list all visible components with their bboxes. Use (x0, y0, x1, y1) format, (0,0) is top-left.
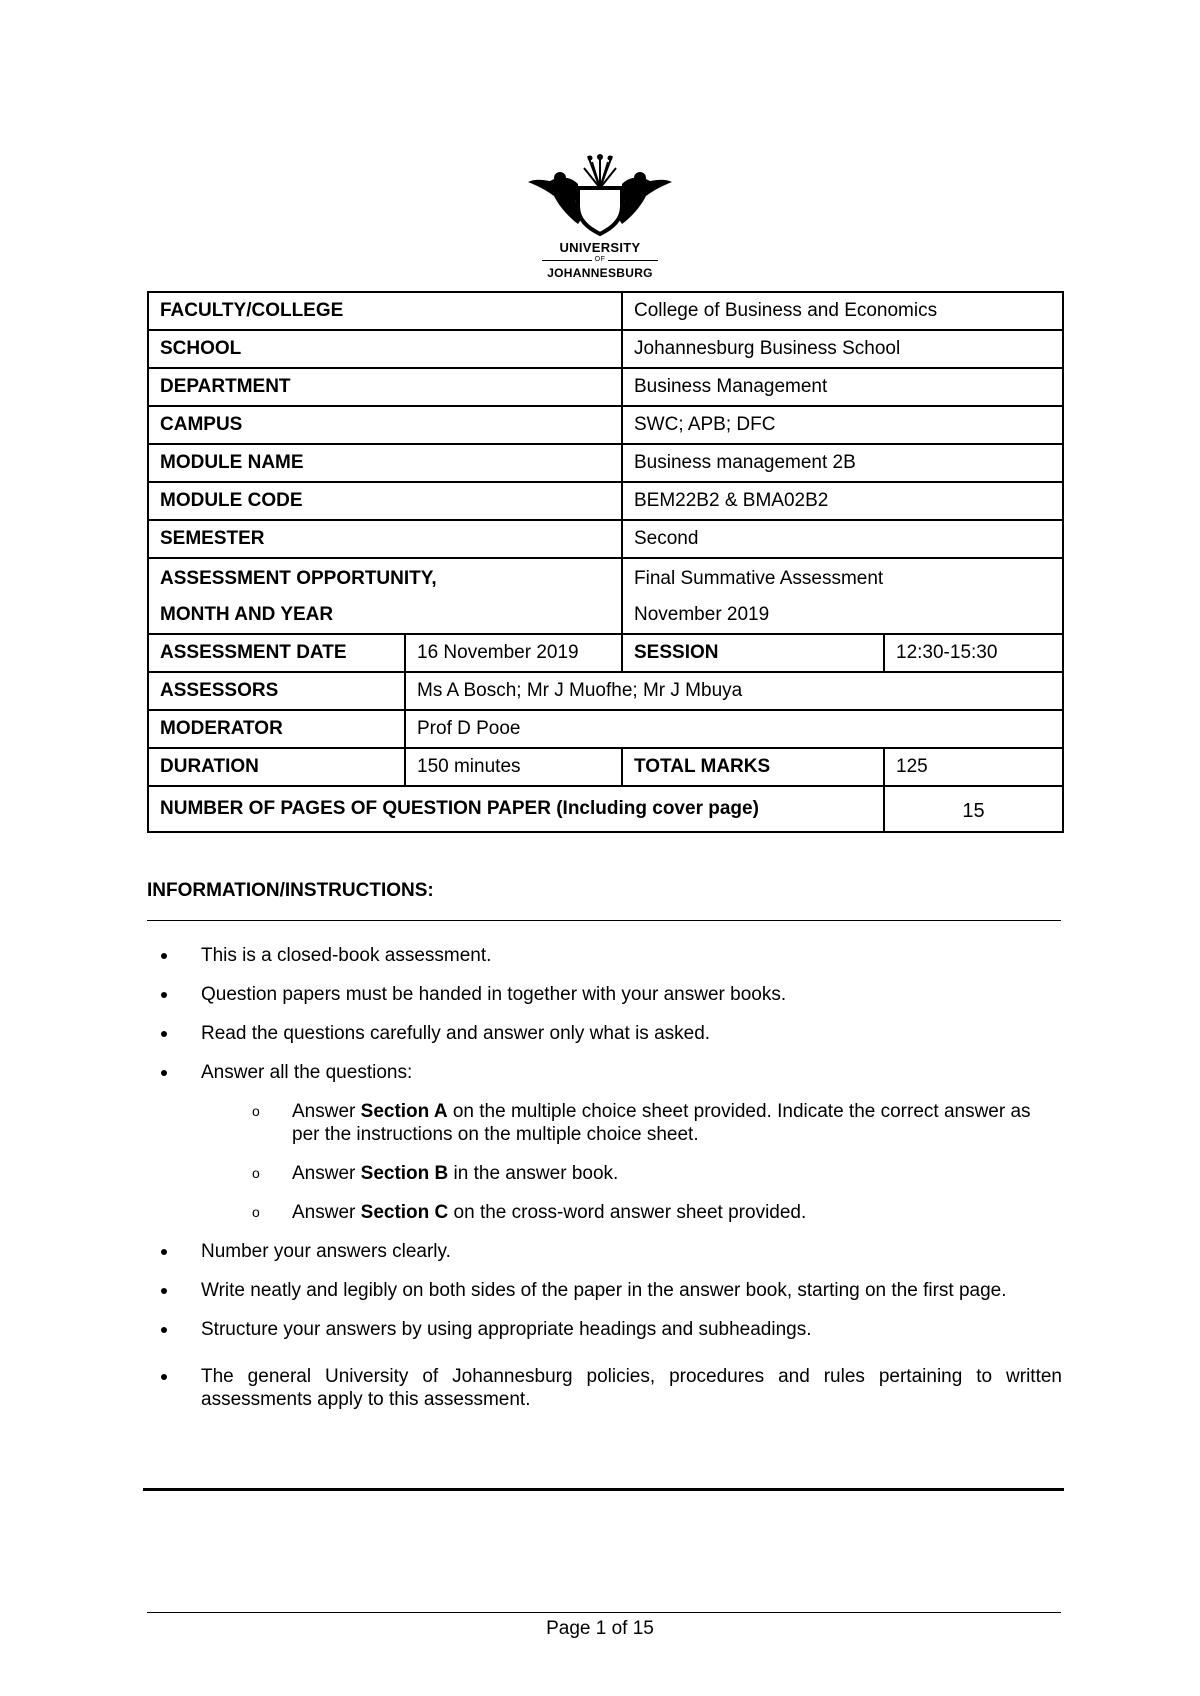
list-item (147, 1279, 1062, 1302)
instruction-text: Read the questions carefully and answer only what is asked. (201, 1023, 711, 1044)
sub-bullet-icon: o (252, 1204, 260, 1220)
section-a-label: Section A (360, 1101, 448, 1122)
list-item (147, 1240, 1062, 1263)
section-c-label: Section C (360, 1202, 449, 1223)
table-row (148, 368, 1063, 406)
assessment-date-value: 16 November 2019 (405, 634, 622, 672)
duration-label: DURATION (148, 748, 405, 786)
logo-text-of: OF (592, 256, 609, 263)
moderator-label: MODERATOR (148, 710, 405, 748)
list-item (147, 1061, 1062, 1224)
section-b-label: Section B (360, 1163, 449, 1184)
logo-text-university: UNIVERSITY (559, 240, 641, 255)
list-item (147, 1365, 1062, 1411)
duration-value: 150 minutes (405, 748, 622, 786)
module-name-value: Business management 2B (622, 444, 1063, 482)
table-row (148, 292, 1063, 330)
number-of-pages-value: 15 (884, 786, 1063, 832)
instructions-list (147, 944, 1062, 1427)
table-row (148, 558, 1063, 634)
list-item (147, 983, 1062, 1006)
table-row (148, 444, 1063, 482)
semester-label: SEMESTER (148, 520, 622, 558)
instruction-text: This is a closed-book assessment. (201, 945, 492, 966)
table-row (148, 748, 1063, 786)
instructions-heading: INFORMATION/INSTRUCTIONS: (147, 880, 434, 901)
department-label: DEPARTMENT (148, 368, 622, 406)
instruction-text: Write neatly and legibly on both sides of the paper in the answer book, starting on the first page. (201, 1280, 1007, 1301)
session-value: 12:30-15:30 (884, 634, 1063, 672)
total-marks-label: TOTAL MARKS (622, 748, 884, 786)
assessment-info-table (147, 291, 1064, 833)
assessors-label: ASSESSORS (148, 672, 405, 710)
sub-list-item: o Answer Section A on the multiple choice sheet provided. Indicate the correct answer as per the instructions on the multiple choice sheet. (252, 1101, 1031, 1145)
faculty-value: College of Business and Economics (622, 292, 1063, 330)
sub-bullet-icon: o (252, 1165, 260, 1181)
module-name-label: MODULE NAME (148, 444, 622, 482)
table-row (148, 406, 1063, 444)
table-row (148, 672, 1063, 710)
list-item (147, 1022, 1062, 1045)
assessment-opportunity-value-line2: November 2019 (634, 604, 770, 625)
instruction-text: Answer all the questions: (201, 1062, 413, 1083)
university-crest-icon (520, 148, 680, 240)
assessors-value: Ms A Bosch; Mr J Muofhe; Mr J Mbuya (405, 672, 1063, 710)
department-value: Business Management (622, 368, 1063, 406)
list-item (147, 1318, 1062, 1341)
university-logo (520, 148, 680, 284)
school-value: Johannesburg Business School (622, 330, 1063, 368)
campus-label: CAMPUS (148, 406, 622, 444)
instruction-text: Question papers must be handed in together with your answer books. (201, 984, 787, 1005)
school-label: SCHOOL (148, 330, 622, 368)
table-row (148, 482, 1063, 520)
module-code-label: MODULE CODE (148, 482, 622, 520)
instruction-text: Structure your answers by using appropriate headings and subheadings. (201, 1319, 812, 1340)
assessment-opportunity-value-line1: Final Summative Assessment (634, 568, 884, 589)
semester-value: Second (622, 520, 1063, 558)
assessment-opportunity-label (148, 558, 622, 634)
total-marks-value: 125 (884, 748, 1063, 786)
assessment-opportunity-label-line1: ASSESSMENT OPPORTUNITY, (160, 568, 437, 589)
sub-list-item: o Answer Section B in the answer book. (252, 1163, 619, 1184)
sub-list-item: o Answer Section C on the cross-word answer sheet provided. (252, 1202, 807, 1223)
table-row (148, 330, 1063, 368)
instruction-text: Number your answers clearly. (201, 1241, 451, 1262)
section-divider (143, 1488, 1064, 1491)
sub-bullet-icon: o (252, 1103, 260, 1119)
assessment-opportunity-value (622, 558, 1063, 634)
table-row (148, 710, 1063, 748)
logo-text-johannesburg: JOHANNESBURG (547, 266, 653, 280)
assessment-date-label: ASSESSMENT DATE (148, 634, 405, 672)
assessment-opportunity-label-line2: MONTH AND YEAR (160, 604, 334, 625)
moderator-value: Prof D Pooe (405, 710, 1063, 748)
table-row (148, 786, 1063, 832)
number-of-pages-label: NUMBER OF PAGES OF QUESTION PAPER (Including cover page) (148, 786, 884, 832)
page-number: Page 1 of 15 (546, 1618, 654, 1639)
instruction-text: The general University of Johannesburg policies, procedures and rules pertaining to written assessments apply to this assessment. (201, 1366, 1062, 1410)
list-item (147, 944, 1062, 967)
faculty-label: FACULTY/COLLEGE (148, 292, 622, 330)
table-row (148, 634, 1063, 672)
session-label: SESSION (622, 634, 884, 672)
campus-value: SWC; APB; DFC (622, 406, 1063, 444)
sub-instructions-list (201, 1100, 1062, 1224)
footer-divider (147, 1612, 1061, 1613)
table-row (148, 520, 1063, 558)
heading-divider (147, 920, 1061, 921)
module-code-value: BEM22B2 & BMA02B2 (622, 482, 1063, 520)
